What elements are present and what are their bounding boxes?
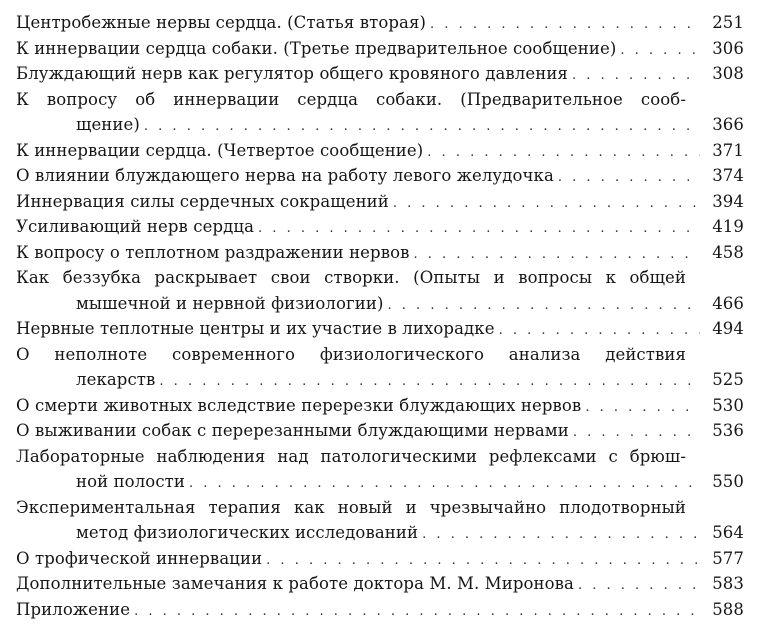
dot-leader [393, 191, 700, 217]
toc-entry [16, 138, 744, 164]
toc-entry [16, 10, 744, 36]
toc-line-continuation [16, 367, 744, 393]
toc-entry [16, 342, 744, 393]
toc-entry-title: О трофической иннервации [16, 548, 263, 568]
dot-leader [620, 38, 700, 64]
dot-leader [427, 140, 700, 166]
toc-page-number: 371 [712, 140, 744, 160]
dot-leader [388, 293, 700, 319]
toc-line [16, 61, 744, 87]
toc-entry [16, 87, 744, 138]
dot-leader [189, 471, 700, 497]
dot-leader [144, 114, 700, 140]
toc-page-number: 419 [712, 217, 744, 236]
toc-line [16, 10, 744, 36]
toc-entry-title: Как беззубка раскрывает свои створки. (Опыты и вопросы к общей [16, 268, 686, 287]
toc-entry-title: Центробежные нервы сердца. (Статья вторая) [16, 13, 427, 32]
dot-leader [414, 242, 700, 268]
dot-leader [573, 420, 700, 446]
toc-entry-title: Дополнительные замечания к работе доктора М. М. Миронова [16, 574, 574, 593]
toc-page-number: 394 [712, 191, 744, 211]
toc-entry-title-continuation: мышечной и нервной физиологии) [76, 293, 384, 313]
dot-leader [430, 12, 700, 38]
toc-line [16, 546, 744, 572]
toc-page-number: 308 [712, 64, 744, 83]
toc-line [16, 342, 744, 368]
toc-entry [16, 546, 744, 572]
toc-entry [16, 316, 744, 342]
toc-page-number: 466 [712, 293, 744, 313]
toc-line [16, 418, 744, 444]
toc-page-number: 588 [712, 599, 744, 619]
dot-leader [572, 63, 700, 89]
toc-page-number: 550 [712, 472, 744, 491]
toc-line [16, 571, 744, 597]
toc-page-number: 458 [712, 242, 744, 262]
toc-line [16, 163, 744, 189]
dot-leader [258, 216, 700, 242]
toc-entry-title: К иннервации сердца собаки. (Третье предварительное сообщение) [16, 38, 617, 58]
toc-page-number: 306 [712, 38, 744, 58]
toc-entry-title-continuation: метод физиологических исследований [76, 523, 419, 542]
toc-entry-title: Блуждающий нерв как регулятор общего кровяного давления [16, 64, 568, 83]
dot-leader [499, 318, 700, 344]
dot-leader [159, 369, 700, 395]
toc-page-number: 530 [712, 395, 744, 415]
toc-entry-title: К вопросу о теплотном раздражении нервов [16, 242, 410, 262]
toc-page-number: 583 [712, 574, 744, 593]
dot-leader [134, 599, 700, 625]
toc-page-number: 374 [712, 166, 744, 185]
toc-line [16, 240, 744, 266]
toc-line-continuation [16, 291, 744, 317]
dot-leader [422, 522, 700, 548]
toc-entry [16, 444, 744, 495]
toc-line [16, 444, 744, 470]
toc-page-number: 525 [712, 370, 744, 389]
toc-entry-title: О выживании собак с перерезанными блуждающими нервами [16, 421, 569, 440]
toc-entry-title-continuation: ной полости [76, 472, 185, 491]
toc-entry [16, 265, 744, 316]
toc-page-number: 251 [712, 13, 744, 32]
toc-entry-title: Экспериментальная терапия как новый и чрезвычайно плодотворный [16, 497, 686, 517]
toc-entry-title: Иннервация силы сердечных сокращений [16, 191, 389, 211]
toc-entry [16, 597, 744, 623]
toc-entry-title: О неполноте современного физиологического анализа действия [16, 344, 686, 364]
toc-line [16, 316, 744, 342]
toc-line-continuation [16, 112, 744, 138]
toc-line [16, 393, 744, 419]
toc-entry [16, 189, 744, 215]
toc-line [16, 189, 744, 215]
toc-entry [16, 163, 744, 189]
toc-line-continuation [16, 520, 744, 546]
toc-entry [16, 61, 744, 87]
dot-leader [266, 548, 700, 574]
toc-entry-title-continuation: щение) [76, 115, 140, 134]
toc-entry-title: О влиянии блуждающего нерва на работу левого желудочка [16, 166, 554, 185]
toc-entry [16, 495, 744, 546]
toc-entry-title: Лабораторные наблюдения над патологическими рефлексами с брюш- [16, 446, 686, 466]
toc-line [16, 138, 744, 164]
toc-line [16, 36, 744, 62]
toc-entry [16, 240, 744, 266]
toc-entry [16, 214, 744, 240]
toc-entry-title-continuation: лекарств [76, 370, 156, 389]
toc-entry-title: Приложение [16, 599, 131, 619]
dot-leader [585, 395, 700, 421]
table-of-contents [16, 10, 744, 622]
toc-entry [16, 418, 744, 444]
toc-entry [16, 36, 744, 62]
toc-entry-title: К иннервации сердца. (Четвертое сообщение) [16, 140, 424, 160]
toc-line-continuation [16, 469, 744, 495]
toc-page-number: 366 [712, 115, 744, 134]
toc-line [16, 495, 744, 521]
toc-entry-title: К вопросу об иннервации сердца собаки. (Предварительное сооб- [16, 89, 686, 109]
toc-entry-title: О смерти животных вследствие перерезки блуждающих нервов [16, 395, 582, 415]
toc-line [16, 265, 744, 291]
dot-leader [578, 573, 700, 599]
toc-line [16, 87, 744, 113]
toc-line [16, 214, 744, 240]
dot-leader [558, 165, 700, 191]
toc-line [16, 597, 744, 623]
toc-entry-title: Нервные теплотные центры и их участие в лихорадке [16, 319, 495, 338]
toc-entry [16, 571, 744, 597]
toc-page-number: 564 [712, 523, 744, 542]
toc-page-number: 494 [712, 319, 744, 338]
toc-entry [16, 393, 744, 419]
toc-page-number: 536 [712, 421, 744, 440]
toc-page-number: 577 [712, 548, 744, 568]
toc-entry-title: Усиливающий нерв сердца [16, 217, 255, 236]
